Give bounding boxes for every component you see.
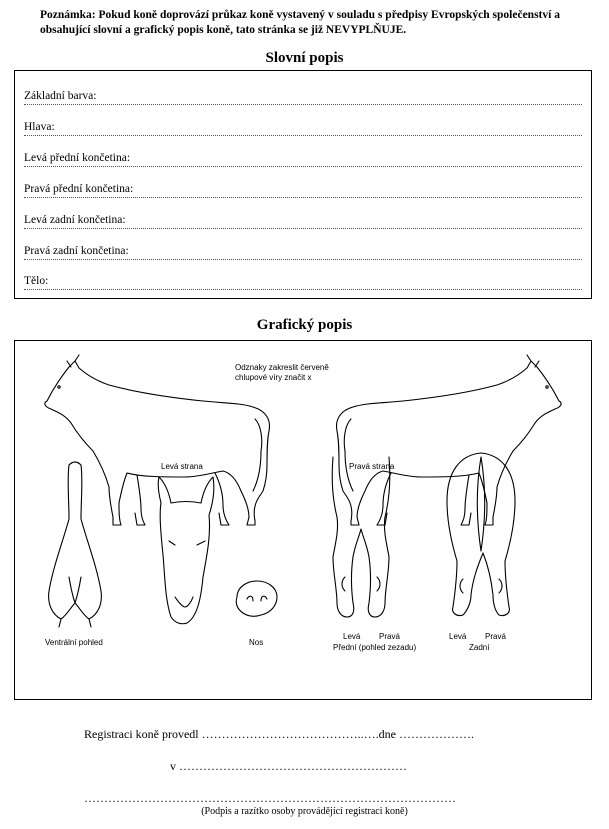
instruction-line-2: chlupové víry značit x bbox=[235, 373, 312, 382]
horse-nose-outline bbox=[236, 581, 277, 616]
field-label: Levá zadní končetina: bbox=[24, 214, 126, 226]
signature-line[interactable]: ………………………………………………………………………………… bbox=[84, 791, 456, 805]
signature-caption: (Podpis a razítko osoby provádějící registraci koně) bbox=[201, 806, 408, 817]
horse-right-side-outline bbox=[337, 355, 562, 525]
verbal-description-box bbox=[14, 70, 592, 299]
horse-ventral-view-outline bbox=[49, 462, 102, 627]
label-rear-left: Levá bbox=[449, 632, 467, 641]
date-dots: ………………. bbox=[398, 727, 474, 741]
field-left-hind-leg[interactable] bbox=[24, 212, 582, 229]
place-line[interactable] bbox=[170, 759, 407, 773]
label-left-side: Levá strana bbox=[161, 462, 203, 471]
place-label: v bbox=[170, 759, 176, 773]
instruction-line-1: Odznaky zakreslit červeně bbox=[235, 363, 329, 372]
label-rear-right: Pravá bbox=[485, 632, 506, 641]
label-front-caption: Přední (pohled zezadu) bbox=[333, 643, 417, 652]
registered-by-label: Registraci koně provedl bbox=[84, 727, 199, 741]
field-label: Pravá přední končetina: bbox=[24, 183, 134, 195]
field-label: Tělo: bbox=[24, 275, 49, 287]
notice-text: Poznámka: Pokud koně doprovází průkaz koně vystavený v souladu s předpisy Evropských společenství a obsahující slovní a grafický popis koně, tato stránka se již NEVYPLŇUJE. bbox=[40, 9, 560, 36]
field-body[interactable] bbox=[24, 273, 582, 290]
place-dots: ………………………………………………… bbox=[179, 759, 407, 773]
field-label: Hlava: bbox=[24, 121, 55, 133]
field-right-fore-leg[interactable] bbox=[24, 181, 582, 198]
field-right-hind-leg[interactable] bbox=[24, 243, 582, 260]
date-label: dne bbox=[378, 727, 396, 741]
field-label: Pravá zadní končetina: bbox=[24, 245, 129, 257]
verbal-description-title: Slovní popis bbox=[265, 50, 344, 66]
registration-line[interactable] bbox=[84, 727, 474, 741]
graphic-description-box[interactable] bbox=[14, 340, 592, 700]
graphic-description-title: Grafický popis bbox=[256, 317, 353, 333]
field-label: Levá přední končetina: bbox=[24, 152, 131, 164]
label-rear-caption: Zadní bbox=[469, 643, 490, 652]
field-left-fore-leg[interactable] bbox=[24, 150, 582, 167]
registered-by-dots: …………………………………..…. bbox=[201, 727, 379, 741]
horse-head-front-outline bbox=[158, 477, 214, 624]
label-right-side: Pravá strana bbox=[349, 462, 395, 471]
label-front-left: Levá bbox=[343, 632, 361, 641]
label-nose: Nos bbox=[249, 638, 264, 647]
field-label: Základní barva: bbox=[24, 90, 97, 102]
label-front-right: Pravá bbox=[379, 632, 400, 641]
field-base-color[interactable] bbox=[24, 88, 582, 105]
label-ventral-view: Ventrální pohled bbox=[45, 638, 103, 647]
field-head[interactable] bbox=[24, 119, 582, 136]
